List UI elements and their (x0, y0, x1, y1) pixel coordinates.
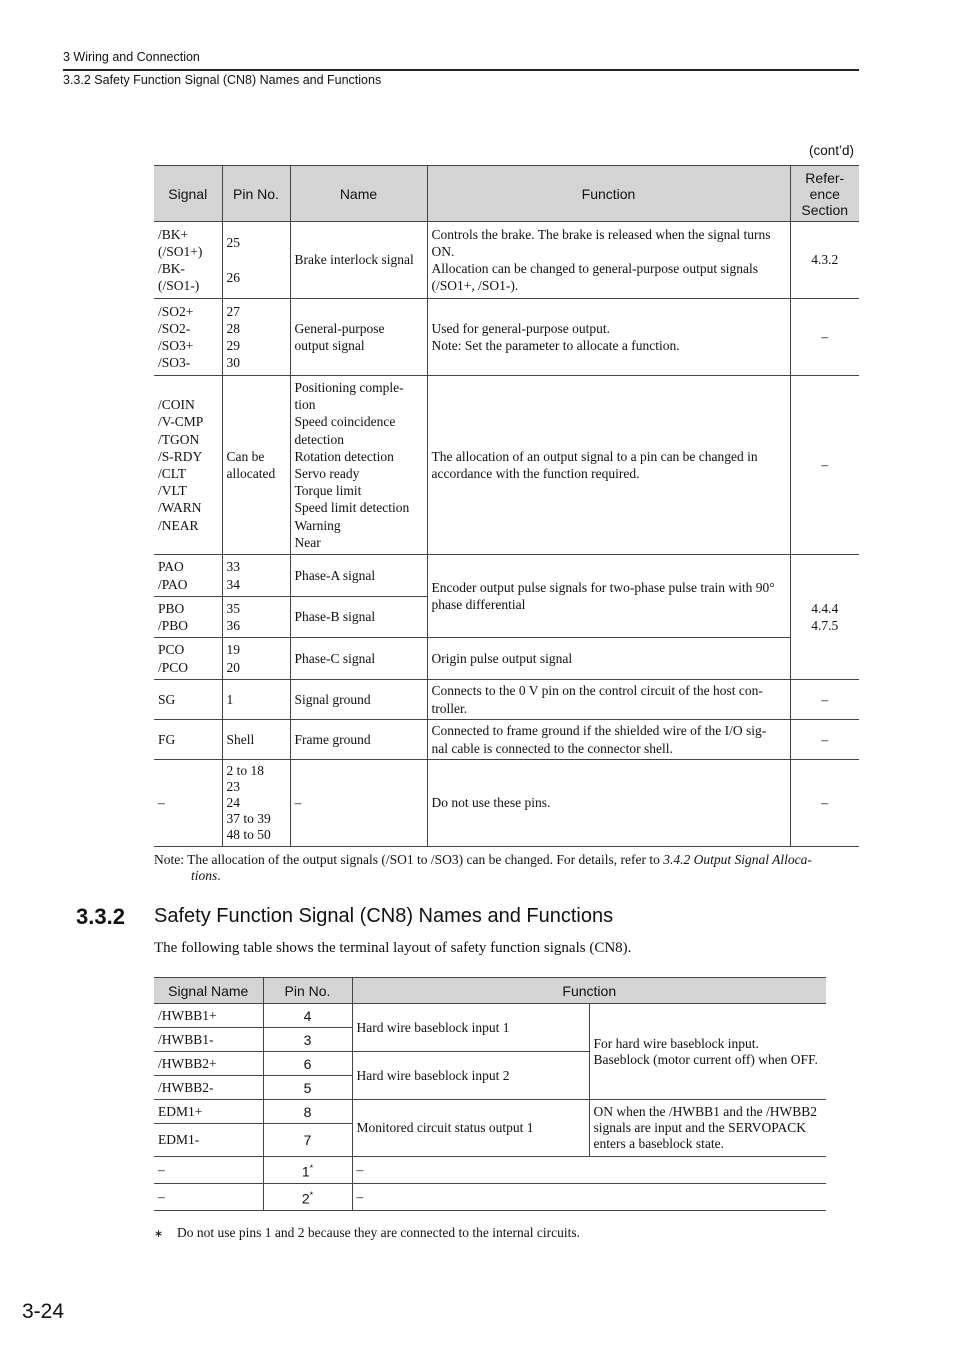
signal-cell: /HWBB2- (154, 1076, 263, 1100)
table-note: Note: The allocation of the output signals (/SO1 to /SO3) can be changed. For details, refer to 3.4.2 Output Signal Alloca- tions. (154, 852, 812, 883)
table-row (154, 1184, 826, 1211)
section-number: 3.3.2 (76, 904, 125, 929)
table-row (154, 299, 859, 376)
function-cell: Used for general-purpose output. Note: Set the parameter to allocate a function. (427, 299, 790, 376)
pin-cell: Can be allocated (222, 376, 290, 555)
function-cell: – (352, 1184, 826, 1211)
signal-cell: – (154, 1157, 263, 1184)
function-cell: For hard wire baseblock input. Baseblock (motor current off) when OFF. (589, 1004, 826, 1100)
ref-cell: 4.4.4 4.7.5 (790, 555, 859, 680)
page-number: 3-24 (22, 1300, 65, 1323)
table-row (154, 1157, 826, 1184)
footnote (154, 1225, 580, 1241)
note-reference: 3.4.2 Output Signal Alloca- (663, 852, 812, 867)
name-cell: Signal ground (290, 680, 427, 720)
signal-cell: /COIN /V-CMP /TGON /S-RDY /CLT /VLT /WARN /NEAR (154, 376, 222, 555)
name-cell: Hard wire baseblock input 1 (352, 1004, 589, 1052)
table-row (154, 638, 859, 680)
col-pin: Pin No. (222, 166, 290, 222)
pin-cell: 19 20 (222, 638, 290, 680)
table-header-row (154, 166, 859, 222)
contd-label: (cont’d) (808, 143, 854, 158)
ref-cell: – (790, 680, 859, 720)
ref-cell: 4.3.2 (790, 222, 859, 299)
table-row (154, 760, 859, 847)
name-cell: Phase-A signal (290, 555, 427, 597)
name-cell: Positioning comple- tion Speed coincidence detection Rotation detection Servo ready Torque limit Speed limit detection Warning Near (290, 376, 427, 555)
ref-cell: – (790, 720, 859, 760)
signal-cell: /BK+ (/SO1+) /BK- (/SO1-) (154, 222, 222, 299)
col-pin: Pin No. (263, 978, 352, 1004)
col-reference: Refer- ence Section (790, 166, 859, 222)
function-cell: Do not use these pins. (427, 760, 790, 847)
footnote-mark: * (309, 1163, 314, 1174)
footnote-asterisk: ∗ (154, 1228, 164, 1240)
pin-cell: 3 (263, 1028, 352, 1052)
pin-cell: 7 (263, 1124, 352, 1157)
signal-cell: EDM1+ (154, 1100, 263, 1124)
pin-cell: 33 34 (222, 555, 290, 597)
pin-cell: 25 26 (222, 222, 290, 299)
table-row (154, 222, 859, 299)
table-row (154, 720, 859, 760)
ref-cell: – (790, 760, 859, 847)
function-cell: Connects to the 0 V pin on the control circuit of the host con- troller. (427, 680, 790, 720)
col-name: Name (290, 166, 427, 222)
section-title: Safety Function Signal (CN8) Names and Functions (154, 905, 614, 927)
pin-cell: 2 to 18 23 24 37 to 39 48 to 50 (222, 760, 290, 847)
name-cell: Phase-C signal (290, 638, 427, 680)
function-cell: The allocation of an output signal to a pin can be changed in accordance with the function required. (427, 376, 790, 555)
function-cell: Encoder output pulse signals for two-phase pulse train with 90° phase differential (427, 555, 790, 638)
pin-cell: 35 36 (222, 597, 290, 638)
signal-cell: SG (154, 680, 222, 720)
footnote-text: Do not use pins 1 and 2 because they are connected to the internal circuits. (177, 1225, 580, 1240)
signal-cell: /SO2+ /SO2- /SO3+ /SO3- (154, 299, 222, 376)
signal-cell: – (154, 1184, 263, 1211)
pin-cell: 5 (263, 1076, 352, 1100)
signal-cell: – (154, 760, 222, 847)
function-cell: Controls the brake. The brake is released when the signal turns ON. Allocation can be changed to general-purpose output signals (/SO1+, /SO1-). (427, 222, 790, 299)
function-cell: Origin pulse output signal (427, 638, 790, 680)
ref-cell: – (790, 299, 859, 376)
section-header: 3.3.2 Safety Function Signal (CN8) Names and Functions (63, 73, 382, 87)
table-row (154, 1100, 826, 1124)
function-cell: Connected to frame ground if the shielded wire of the I/O sig- nal cable is connected to the connector shell. (427, 720, 790, 760)
pin-cell: 27 28 29 30 (222, 299, 290, 376)
col-function: Function (352, 978, 826, 1004)
output-signal-table (154, 165, 859, 847)
name-cell: – (290, 760, 427, 847)
name-cell: General-purpose output signal (290, 299, 427, 376)
function-cell: ON when the /HWBB1 and the /HWBB2 signals are input and the SERVOPACK enters a baseblock state. (589, 1100, 826, 1157)
name-cell: Monitored circuit status output 1 (352, 1100, 589, 1157)
ref-cell: – (790, 376, 859, 555)
signal-cell: /HWBB1- (154, 1028, 263, 1052)
table-row (154, 1004, 826, 1028)
signal-cell: PBO /PBO (154, 597, 222, 638)
col-function: Function (427, 166, 790, 222)
signal-cell: FG (154, 720, 222, 760)
table-row (154, 376, 859, 555)
name-cell: Brake interlock signal (290, 222, 427, 299)
pin-cell: 6 (263, 1052, 352, 1076)
footnote-mark: * (309, 1190, 314, 1201)
function-cell: – (352, 1157, 826, 1184)
pin-cell: 2* (263, 1184, 352, 1211)
section-intro: The following table shows the terminal layout of safety function signals (CN8). (154, 940, 632, 956)
table-row (154, 680, 859, 720)
pin-cell: 4 (263, 1004, 352, 1028)
pin-cell: 1* (263, 1157, 352, 1184)
pin-cell: 8 (263, 1100, 352, 1124)
signal-cell: EDM1- (154, 1124, 263, 1157)
pin-cell: 1 (222, 680, 290, 720)
pin-cell: Shell (222, 720, 290, 760)
signal-cell: PAO /PAO (154, 555, 222, 597)
name-cell: Frame ground (290, 720, 427, 760)
table-row (154, 555, 859, 597)
signal-cell: /HWBB1+ (154, 1004, 263, 1028)
signal-cell: PCO /PCO (154, 638, 222, 680)
table-header-row (154, 978, 826, 1004)
name-cell: Phase-B signal (290, 597, 427, 638)
col-signal: Signal (154, 166, 222, 222)
chapter-header: 3 Wiring and Connection (63, 50, 200, 64)
header-rule (63, 69, 859, 71)
col-signal-name: Signal Name (154, 978, 263, 1004)
safety-signal-table (154, 977, 826, 1211)
name-cell: Hard wire baseblock input 2 (352, 1052, 589, 1100)
signal-cell: /HWBB2+ (154, 1052, 263, 1076)
